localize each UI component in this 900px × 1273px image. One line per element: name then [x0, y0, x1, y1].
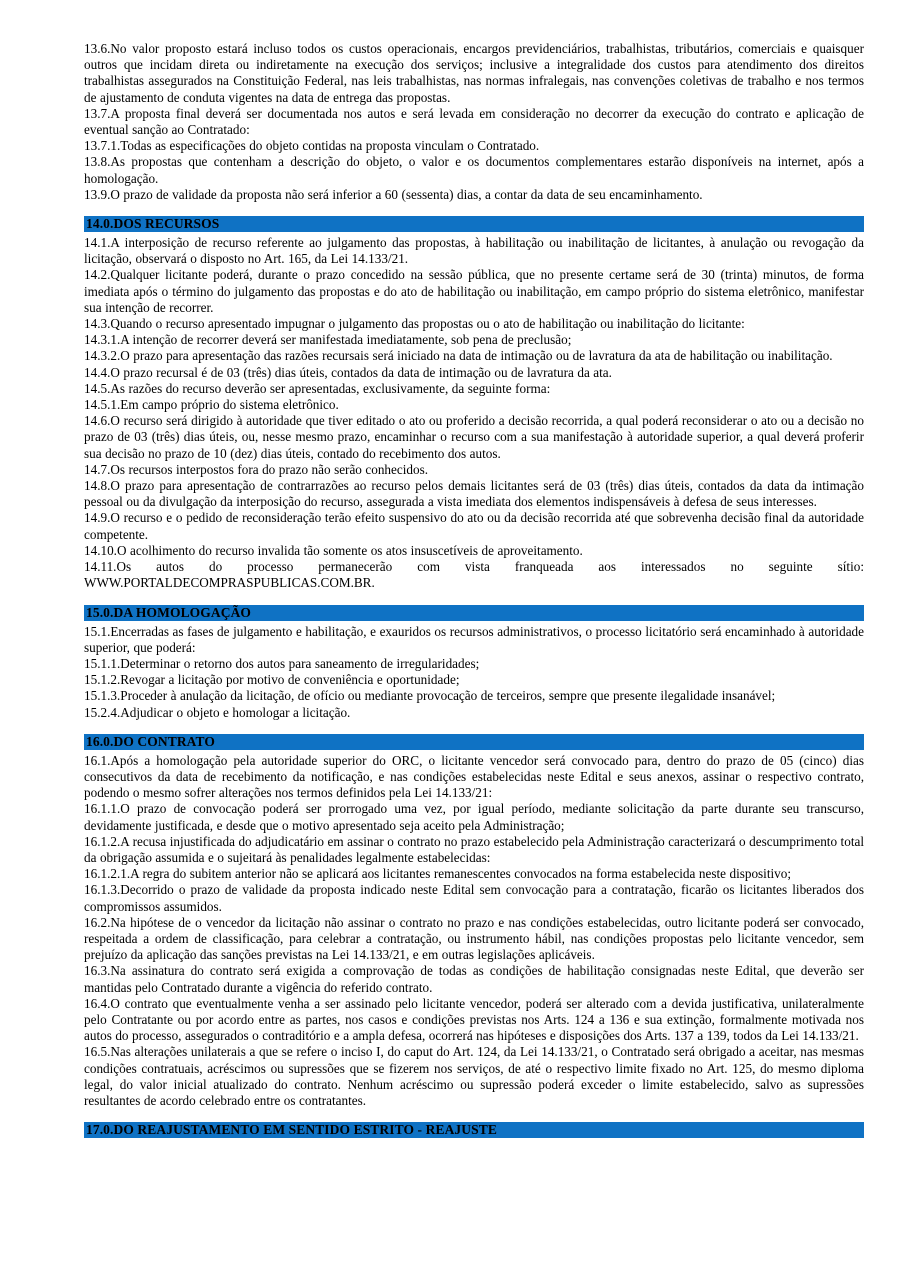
paragraph: 14.4.O prazo recursal é de 03 (três) dias úteis, contados da data de intimação ou de lavratura da ata. [84, 364, 612, 380]
section-paragraphs [84, 753, 864, 1109]
section-header: 16.0.DO CONTRATO [84, 734, 864, 750]
paragraph: 13.7.1.Todas as especificações do objeto contidas na proposta vinculam o Contratado. [84, 138, 540, 154]
paragraph: 16.5.Nas alterações unilaterais a que se refere o inciso I, do caput do Art. 124, da Lei 14.133/21, o Contratado será obrigado a aceitar, nas mesmas condições contratuais, acréscimos ou supressões que se fizerem nos serviços, de até o respectivo limite fixado no Art. 125, do mesmo diploma legal, do valor inicial atualizado do contrato. Nenhum acréscimo ou supressão poderá exceder o limite estabelecido, salvo as supressões resultantes de acordo celebrado entre os contratantes. [84, 1044, 864, 1108]
paragraph: 14.3.Quando o recurso apresentado impugnar o julgamento das propostas ou o ato de habilitação ou inabilitação do licitante: [84, 316, 745, 332]
paragraph: 14.3.2.O prazo para apresentação das razões recursais será iniciado na data de intimação ou de lavratura da ata de habilitação ou inabilitação. [84, 348, 833, 364]
paragraph: 14.6.O recurso será dirigido à autoridade que tiver editado o ato ou proferido a decisão recorrida, a qual poderá reconsiderar o ato ou a decisão no prazo de 03 (três) dias úteis, ou, nesse mesmo prazo, encaminhar o recurso com a sua manifestação à autoridade superior, a qual deverá proferir sua decisão no prazo de 10 (dez) dias úteis, contado do recebimento dos autos. [84, 413, 864, 461]
paragraph: 13.7.A proposta final deverá ser documentada nos autos e será levada em consideração no decorrer da execução do contrato e aplicação de eventual sanção ao Contratado: [84, 105, 864, 138]
paragraph: 14.8.O prazo para apresentação de contrarrazões ao recurso pelos demais licitantes será de 03 (três) dias úteis, contados da data da intimação pessoal ou da divulgação da interposição do recurso, assegurada a vista imediata dos elementos indispensáveis à defesa de seus interesses. [84, 478, 864, 510]
paragraph: 14.7.Os recursos interpostos fora do prazo não serão conhecidos. [84, 461, 429, 477]
paragraph: 13.9.O prazo de validade da proposta não será inferior a 60 (sessenta) dias, a contar da data de seu encaminhamento. [84, 186, 703, 202]
paragraph: 15.1.Encerradas as fases de julgamento e habilitação, e exauridos os recursos administrativos, o processo licitatório será encaminhado à autoridade superior, que poderá: [84, 623, 864, 655]
document-section [84, 605, 864, 721]
paragraph: 13.8.As propostas que contenham a descrição do objeto, o valor e os documentos complementares estarão disponíveis na internet, após a homologação. [84, 154, 864, 186]
document-body [84, 41, 864, 1138]
paragraph: 14.10.O acolhimento do recurso invalida tão somente os atos insuscetíveis de aproveitamento. [84, 542, 583, 558]
section-header: 17.0.DO REAJUSTAMENTO EM SENTIDO ESTRITO - REAJUSTE [84, 1122, 864, 1138]
paragraph: 14.2.Qualquer licitante poderá, durante o prazo concedido na sessão pública, que no presente certame será de 30 (trinta) minutos, de forma imediata após o término do julgamento das propostas e do ato de habilitação ou inabilitação, em campo próprio do sistema eletrônico, manifestar sua intenção de recorrer. [84, 267, 864, 315]
paragraph: 16.3.Na assinatura do contrato será exigida a comprovação de todas as condições de habilitação consignadas neste Edital, que deverão ser mantidas pelo Contratado durante a vigência do referido contrato. [84, 963, 864, 995]
paragraph: 15.1.1.Determinar o retorno dos autos para saneamento de irregularidades; [84, 655, 480, 671]
paragraph: 16.1.2.A recusa injustificada do adjudicatário em assinar o contrato no prazo estabelecido pela Administração caracterizará o descumprimento total da obrigação assumida e o sujeitará às penalidades legalmente estabelecidas: [84, 833, 864, 865]
paragraph: 16.1.Após a homologação pela autoridade superior do ORC, o licitante vencedor será convocado para, dentro do prazo de 05 (cinco) dias consecutivos da data de recebimento da notificação, e nas condições estabelecidas neste Edital e seus anexos, assinar o respectivo contrato, podendo o mesmo sofrer alterações nos termos definidos pela Lei 14.133/21: [84, 752, 864, 801]
document-section [84, 41, 864, 203]
paragraph: 14.5.As razões do recurso deverão ser apresentadas, exclusivamente, da seguinte forma: [84, 380, 551, 396]
paragraph: 15.1.3.Proceder à anulação da licitação, de ofício ou mediante provocação de terceiros, sempre que presente ilegalidade insanável; [84, 688, 776, 704]
paragraph: 14.5.1.Em campo próprio do sistema eletrônico. [84, 397, 339, 413]
paragraph: 14.9.O recurso e o pedido de reconsideração terão efeito suspensivo do ato ou da decisão recorrida até que sobrevenha decisão final da autoridade competente. [84, 510, 864, 542]
paragraph: 16.2.Na hipótese de o vencedor da licitação não assinar o contrato no prazo e nas condições estabelecidas, outro licitante poderá ser convocado, respeitada a ordem de classificação, para celebrar a contratação, ou instrumento hábil, nas condições propostas pelo licitante vencedor, sem prejuízo da aplicação das sanções previstas na Lei 14.133/21, e em outras legislações aplicáveis. [84, 914, 864, 963]
paragraph: 13.6.No valor proposto estará incluso todos os custos operacionais, encargos previdenciários, trabalhistas, tributários, comerciais e quaisquer outros que incidam direta ou indiretamente na execução dos serviços; inclusive a integralidade dos custos para atendimento dos direitos trabalhistas assegurados na Constituição Federal, nas leis trabalhistas, nas normas infralegais, nas convenções coletivas de trabalho e nos termos de ajustamento de conduta vigentes na data de entrega das propostas. [84, 41, 864, 105]
section-paragraphs [84, 624, 864, 721]
paragraph: 15.2.4.Adjudicar o objeto e homologar a licitação. [84, 704, 351, 720]
section-paragraphs [84, 41, 864, 203]
document-section [84, 1122, 864, 1138]
paragraph: 16.1.3.Decorrido o prazo de validade da proposta indicado neste Edital sem convocação para a contratação, ficarão os licitantes liberados dos compromissos assumidos. [84, 882, 864, 914]
paragraph: 14.11.Os autos do processo permanecerão com vista franqueada aos interessados no seguinte sítio: WWW.PORTALDECOMPRASPUBLICAS.COM.BR. [84, 559, 864, 591]
section-paragraphs [84, 235, 864, 591]
paragraph: 16.1.2.1.A regra do subitem anterior não se aplicará aos licitantes remanescentes convocados na forma estabelecida neste dispositivo; [84, 866, 792, 882]
paragraph: 16.1.1.O prazo de convocação poderá ser prorrogado uma vez, por igual período, mediante solicitação da parte durante seu transcurso, devidamente justificada, e desde que o motivo apresentado seja aceito pela Administração; [84, 801, 864, 833]
section-header: 14.0.DOS RECURSOS [84, 216, 864, 232]
paragraph: 14.3.1.A intenção de recorrer deverá ser manifestada imediatamente, sob pena de preclusão; [84, 332, 572, 348]
section-header: 15.0.DA HOMOLOGAÇÃO [84, 605, 864, 621]
paragraph: 16.4.O contrato que eventualmente venha a ser assinado pelo licitante vencedor, poderá ser alterado com a devida justificativa, unilateralmente pelo Contratante ou por acordo entre as partes, nos casos e condições previstas nos Arts. 124 a 136 e sua extinção, formalmente motivada nos autos do processo, assegurados o contraditório e a ampla defesa, ocorrerá nas hipóteses e disposições dos Arts. 137 a 139, todos da Lei 14.133/21. [84, 995, 864, 1044]
paragraph: 14.1.A interposição de recurso referente ao julgamento das propostas, à habilitação ou inabilitação de licitantes, à anulação ou revogação da licitação, observará o disposto no Art. 165, da Lei 14.133/21. [84, 235, 864, 267]
document-section [84, 216, 864, 591]
paragraph: 15.1.2.Revogar a licitação por motivo de conveniência e oportunidade; [84, 672, 460, 688]
document-section [84, 734, 864, 1109]
